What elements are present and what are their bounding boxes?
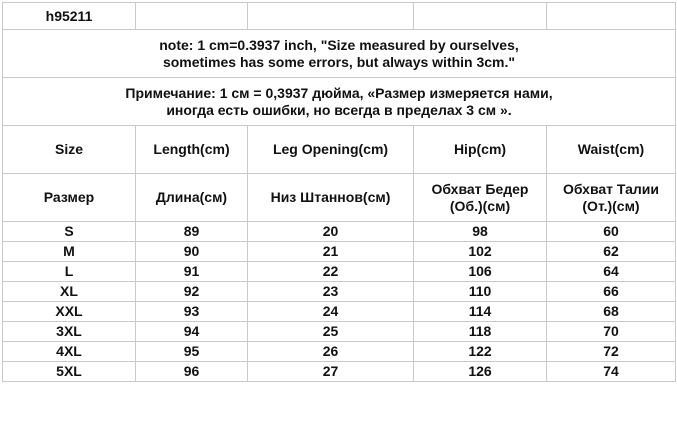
size-cell: M xyxy=(3,242,136,262)
header-ru-leg-opening xyxy=(248,174,414,222)
hip-cell: 110 xyxy=(414,282,547,302)
leg-opening-cell: 26 xyxy=(248,342,414,362)
leg-opening-cell: 20 xyxy=(248,222,414,242)
table-row xyxy=(3,302,676,322)
header-ru-text: Обхват Талии xyxy=(562,180,660,197)
note-ru-line: иногда есть ошибки, но всегда в пределах 3 см ». xyxy=(166,101,512,118)
length-cell: 95 xyxy=(136,342,248,362)
waist-cell: 72 xyxy=(547,342,676,362)
length-cell: 89 xyxy=(136,222,248,242)
size-table xyxy=(2,2,676,382)
length-cell: 96 xyxy=(136,362,248,382)
empty-cell xyxy=(414,3,547,30)
empty-cell xyxy=(547,3,676,30)
code-row xyxy=(3,3,676,30)
waist-cell: 62 xyxy=(547,242,676,262)
size-cell: XXL xyxy=(3,302,136,322)
header-hip: Hip(cm) xyxy=(414,126,547,174)
header-length: Length(cm) xyxy=(136,126,248,174)
waist-cell: 70 xyxy=(547,322,676,342)
waist-cell: 74 xyxy=(547,362,676,382)
note-english xyxy=(3,30,676,78)
table-row xyxy=(3,222,676,242)
table-row xyxy=(3,322,676,342)
header-size: Size xyxy=(3,126,136,174)
header-ru-size xyxy=(3,174,136,222)
note-en-line: note: 1 cm=0.3937 inch, "Size measured by ourselves, xyxy=(159,36,519,53)
hip-cell: 98 xyxy=(414,222,547,242)
header-waist: Waist(cm) xyxy=(547,126,676,174)
waist-cell: 68 xyxy=(547,302,676,322)
product-code: h95211 xyxy=(3,3,136,30)
header-ru-hip xyxy=(414,174,547,222)
waist-cell: 60 xyxy=(547,222,676,242)
header-ru-text: Низ Штаннов(см) xyxy=(270,189,391,205)
leg-opening-cell: 21 xyxy=(248,242,414,262)
waist-cell: 66 xyxy=(547,282,676,302)
leg-opening-cell: 27 xyxy=(248,362,414,382)
hip-cell: 102 xyxy=(414,242,547,262)
hip-cell: 122 xyxy=(414,342,547,362)
length-cell: 91 xyxy=(136,262,248,282)
hip-cell: 106 xyxy=(414,262,547,282)
length-cell: 92 xyxy=(136,282,248,302)
table-row xyxy=(3,262,676,282)
header-ru-text: (От.)(см) xyxy=(582,197,640,214)
hip-cell: 114 xyxy=(414,302,547,322)
size-cell: S xyxy=(3,222,136,242)
note-ru-line: Примечание: 1 см = 0,3937 дюйма, «Размер измеряется нами, xyxy=(125,84,553,101)
size-cell: 4XL xyxy=(3,342,136,362)
hip-cell: 118 xyxy=(414,322,547,342)
empty-cell xyxy=(136,3,248,30)
table-row xyxy=(3,342,676,362)
note-russian xyxy=(3,78,676,126)
waist-cell: 64 xyxy=(547,262,676,282)
size-cell: 5XL xyxy=(3,362,136,382)
note-en-row xyxy=(3,30,676,78)
leg-opening-cell: 22 xyxy=(248,262,414,282)
length-cell: 93 xyxy=(136,302,248,322)
header-row-russian xyxy=(3,174,676,222)
leg-opening-cell: 24 xyxy=(248,302,414,322)
header-ru-text: Длина(см) xyxy=(155,189,228,205)
hip-cell: 126 xyxy=(414,362,547,382)
size-cell: XL xyxy=(3,282,136,302)
header-ru-waist xyxy=(547,174,676,222)
header-ru-text: (Об.)(см) xyxy=(449,197,511,214)
leg-opening-cell: 25 xyxy=(248,322,414,342)
header-ru-text: Размер xyxy=(43,189,95,205)
note-en-line: sometimes has some errors, but always within 3cm." xyxy=(162,53,516,70)
header-ru-length xyxy=(136,174,248,222)
empty-cell xyxy=(248,3,414,30)
table-row xyxy=(3,362,676,382)
size-cell: 3XL xyxy=(3,322,136,342)
table-row xyxy=(3,242,676,262)
leg-opening-cell: 23 xyxy=(248,282,414,302)
note-ru-row xyxy=(3,78,676,126)
size-cell: L xyxy=(3,262,136,282)
size-rows xyxy=(3,222,676,382)
length-cell: 90 xyxy=(136,242,248,262)
header-row-english xyxy=(3,126,676,174)
table-row xyxy=(3,282,676,302)
header-ru-text: Обхват Бедер xyxy=(431,180,529,197)
size-chart xyxy=(2,2,675,423)
header-leg-opening: Leg Opening(cm) xyxy=(248,126,414,174)
length-cell: 94 xyxy=(136,322,248,342)
